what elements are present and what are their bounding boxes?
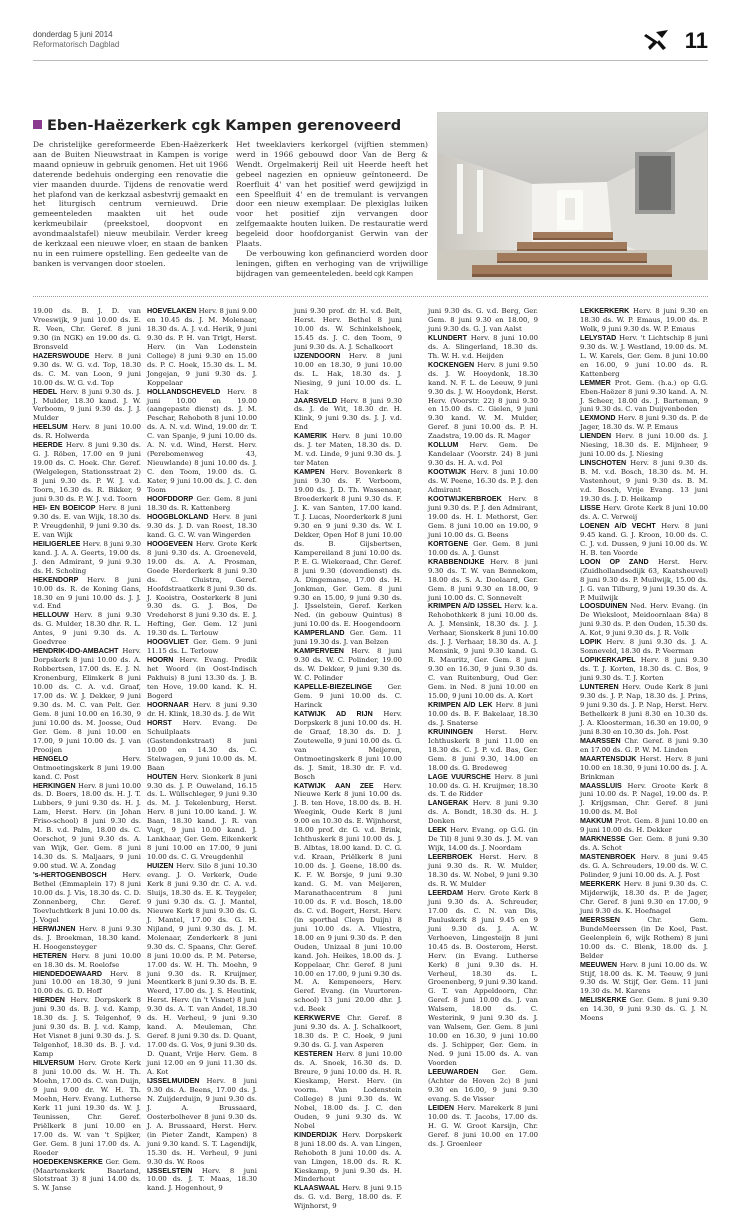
place-name: HEELSUM bbox=[33, 423, 68, 432]
listing-entry bbox=[33, 352, 141, 388]
place-name: KESTEREN bbox=[294, 1050, 333, 1059]
place-name: HEDEL bbox=[33, 387, 58, 396]
place-name: HENGELO bbox=[33, 754, 69, 763]
listing-entry bbox=[428, 1104, 538, 1149]
place-name: HOLLANDSCHEVELD bbox=[147, 387, 221, 396]
service-times: Ger. Gem. 8 juni 9.30 en 14.30, 9 juni 9.30 ds. G. J. N. Moens bbox=[580, 996, 708, 1023]
service-times: Herv. Evang. De Schuilplaats (Gastendonkstraat) 8 juni 10.00 en 14.30 ds. C. Stelwagen, 9 juni 10.00 ds. M. Baan bbox=[147, 718, 257, 772]
service-times: Herv. 8 juni 9.30 dr. H. Klink, 18.30 ds. J. de Wit bbox=[147, 700, 257, 718]
listing-entry bbox=[580, 916, 708, 961]
listing-entry bbox=[33, 952, 141, 970]
place-name: 's-HERTOGENBOSCH bbox=[33, 871, 107, 880]
service-times: Herv. 8 juni 9.30 ds. B. M. v.d. Bosch, 18.30 ds. M. H. Vastenhout, 9 juni 9.30 ds. B. M. v.d. Bosch, Vrije Evang. 13 juni 19.30 ds. J. D. Heikamp bbox=[580, 459, 708, 504]
service-times: Herv. Evang. Predik het Woord (in Oost-Indisch Pakhuis) 8 juni 13.30 ds. J. B. ten Hove, 19.00 kand. K. H. Bogerd bbox=[147, 656, 257, 700]
service-times: Herv. 8 juni 9.30 ds. G. J. Röben, 17.00 en 9 juni 19.00 ds. C. Hoek. Chr. Geref. (Welgelegen, Stationsstraat 2) 8 juni 9.30 ds. P. W. J. v.d. Toorn, 16.30 ds. R. Bikker, 9 juni 9.30 ds. P. W. J. v.d. Toorn bbox=[33, 441, 141, 504]
listing-column-4 bbox=[428, 307, 538, 1149]
service-times: Ger. Gem. 9 juni 11.15 ds. L. Terlouw bbox=[147, 638, 257, 656]
service-times: Herv. 8 juni 10.00 en 19.00 (aangepaste dienst) ds. J. M. Peschar, Rehoboth 8 juni 10.00 ds. A. N. v.d. Wind, 19.00 dr. T. C. van Spanje, 9 juni 10.00 ds. A. N. v.d. Wind, Herst. Herv. (Perebomenweg 43, Nieuwlande) 8 juni 10.00 ds. J. C. den Toom, 19.00 ds. G. Kater, 9 juni 10.00 ds. J. C. den Toom bbox=[147, 387, 257, 495]
listing-entry bbox=[147, 495, 257, 513]
article-paragraph: De christelijke gereformeerde Eben-Haëzerkerk aan de Buiten Nieuwstraat in Kampen is vorige maand opnieuw in gebruik genomen. Het uit 1966 daterende bedehuis onderging een renovatie die vier maanden duurde. Tijdens de renovatie werd het plafond van de kerkzaal asbestvrij gemaakt en het liturgisch centrum vernieuwd. Drie gemeenteleden maakten uit het oude kerkmeubilair (preekstoel, doopvont en avondmaalstafel) nieuw meubilair. Verder kreeg de kerkzaal een nieuwe vloer, en staan de banken nu in een ruimere opstelling. Een gedeelte van de banken is vervangen door stoelen. bbox=[33, 140, 228, 268]
place-name: LIENDEN bbox=[580, 432, 612, 441]
place-name: HERKINGEN bbox=[33, 781, 76, 790]
service-times: Ger. Gem. 9 juni 10.00 ds. C. Harinck bbox=[294, 683, 402, 709]
service-times: Ger. Gem. (Maartenskerk Baarland, Slotstraat 3) 8 juni 14.00 ds. S. W. Janse bbox=[33, 1157, 141, 1193]
place-name: MASTENBROEK bbox=[580, 853, 636, 862]
listing-entry bbox=[428, 773, 538, 800]
listing-entry bbox=[580, 817, 708, 835]
listing-entry bbox=[428, 701, 538, 728]
listing-entry bbox=[580, 737, 708, 755]
listing-entry bbox=[33, 755, 141, 782]
page-number: 11 bbox=[684, 28, 708, 53]
service-times: Herv. 8 juni 10.00 ds. J. ter Maten, 18.30 ds. D. M. v.d. Linde, 9 juni 9.30 ds. J. ter Maten bbox=[294, 432, 402, 468]
listing-entry bbox=[294, 683, 402, 710]
service-times: Ned. Herv. Evang. (in De Wieksloot, Meidoornlaan 84a) 8 juni 9.30 ds. P. den Ouden, 15.30 ds. A. Kot, 9 juni 9.30 ds. J. R. Volk bbox=[580, 602, 708, 638]
service-times: Herv. Ontmoetingskerk 8 juni 19.00 kand. C. Post bbox=[33, 754, 141, 781]
service-times: Herv. 8 juni 9.30 ds. W. G. v.d. Top, 18.30 ds. C. M. van Loon, 9 juni 10.00 ds. W. G. v.d. Top bbox=[33, 351, 141, 387]
service-times: Herst. Herv. Ichthuskerk 8 juni 11.00 en 18.30 ds. C. J. P. v.d. Bas, Ger. Gem. 8 juni 9.30, 14.00 en 18.00 ds. G. Bredeweg bbox=[428, 727, 538, 772]
listing-entry bbox=[294, 782, 402, 1015]
place-name: HOEVELAKEN bbox=[147, 307, 197, 315]
service-times: Herst. Herv. (Zuidhollandsedijk 63, Kaatsheuvel) 8 juni 9.30 ds. P. Muilwijk, 15.00 ds. J. G. van Tilburg, 9 juni 19.30 ds. A. P. Muilwijk bbox=[580, 557, 708, 602]
listing-entry bbox=[294, 1184, 402, 1211]
listing-entry bbox=[147, 656, 257, 701]
listing-entry bbox=[33, 1158, 141, 1194]
listing-entry bbox=[294, 710, 402, 782]
service-times: Herv. 8 juni 9.45 kand. G. J. Kroon, 10.00 ds. C. C. J. v.d. Dussen, 9 juni 10.00 ds. W. H. B. ten Voorde bbox=[580, 521, 708, 557]
place-name: HETEREN bbox=[33, 951, 67, 960]
service-times: Ger. Gem. 11 juni 19.30 ds. J. van Belzen bbox=[294, 629, 402, 647]
service-times: Chr. Gem. BundeMeerssen (in De Koel, Past. Geelenplein 6, wijk Rothem) 8 juni 10.00 ds. C. Blenk, 18.00 ds. J. Belder bbox=[580, 915, 708, 960]
service-times: Ger. Gem. (Achter de Hoven 2c) 8 juni 9.30 en 16.00, 9 juni 9.30 evang. S. de Visser bbox=[428, 1068, 538, 1103]
service-times: Herv. Oude Kerk 8 juni 9.30 ds. J. P. Nap, 18.30 ds. J. Prins, 9 juni 9.30 ds. J. P. Nap, Herst. Herv. Bethelkerk 8 juni 8.30 en 10.30 ds. J. A. Kloosterman, 16.30 en 19.00, 9 juni 8.30 en 10.30 ds. Joh. Post bbox=[580, 683, 708, 736]
place-name: LAGE VUURSCHE bbox=[428, 772, 491, 781]
listing-entry bbox=[580, 638, 708, 656]
listing-entry bbox=[428, 799, 538, 826]
service-times: Herv. Groote Kerk 8 juni 10.00 ds. P. Nagel, 19.00 ds. P. J. Krijgsman, Chr. Geref. 8 juni 10.00 ds. M. Bol bbox=[580, 781, 708, 817]
listing-column-3 bbox=[294, 307, 402, 1211]
place-name: HILVERSUM bbox=[33, 1059, 75, 1068]
service-times: Herv. Dorpskerk 8 juni 18.00 ds. A. van Lingen, Rehoboth 8 juni 10.00 ds. A. van Lingen, 18.00 ds. R. K. Kieskamp, 9 juni 9.30 ds. H. Minderhout bbox=[294, 1130, 402, 1184]
place-name: LEIDEN bbox=[428, 1103, 455, 1112]
listing-entry bbox=[147, 638, 257, 656]
place-name: KAMPERVEEN bbox=[294, 647, 344, 656]
article-column-left bbox=[33, 140, 228, 269]
service-times: Herv. 8 juni 9.30 ds. E. van Wijk, 18.30 ds. P. Vreugdenhil, 9 juni 9.30 ds. E. van Wijk bbox=[33, 503, 141, 539]
service-times: Herv. Dorpskerk 8 juni 10.00 ds. A. Robbertsen, 17.00 ds. E. J. N. Kronenburg, Elimkerk 8 juni 10.00 ds. C. A. v.d. Graaf, 17.00 ds. W. J. Dekker, 9 juni 9.30 ds. M. C. van Pelt. Ger. Gem. 8 juni 10.00 en 16.30, 9 juni 10.00 ds. M. Joosse, Oud Ger. Gem. 8 juni 10.00 en 17.00, 9 juni 10.00 ds. J. van Prooijen bbox=[33, 647, 141, 754]
article-column-right bbox=[236, 140, 428, 280]
place-name: LOENEN A/D VECHT bbox=[580, 521, 656, 530]
place-name: HEILIGERLEE bbox=[33, 539, 81, 548]
service-times: Herv. 8 juni 10.00 ds. R. de Koning Gans, 18.30 en 9 juni 10.00 ds. J. J. v.d. End bbox=[33, 575, 141, 611]
listing-entry bbox=[580, 334, 708, 379]
photo-credit: beeld cgk Kampen bbox=[353, 270, 413, 278]
listing-column-1 bbox=[33, 307, 141, 1193]
paper-name: Reformatorisch Dagblad bbox=[33, 40, 120, 49]
listing-entry bbox=[428, 1068, 538, 1104]
listing-entry bbox=[428, 728, 538, 773]
service-times: Herv. 8 juni 9.00 en 10.45 ds. J. M. Molenaar, 18.30 ds. A. J. v.d. Herik, 9 juni 9.30 ds. P. H. van Trigt, Herst. Herv. (in Van Lodenstein College) 8 juni 9.30 en 15.00 ds. P. C. Hoek, 15.30 ds. L. M. Jongejan, 9 juni 9.30 ds. J. Koppelaar bbox=[147, 307, 257, 387]
place-name: KOOTWIJK bbox=[428, 468, 467, 477]
place-name: HOOGVLIET bbox=[147, 638, 189, 647]
issue-date: donderdag 5 juni 2014 bbox=[33, 30, 113, 39]
place-name: HEERDE bbox=[33, 441, 63, 450]
service-times: Herv. 8 juni 10.00 ds. R. Holwerda bbox=[33, 423, 141, 441]
place-name: JAARSVELD bbox=[294, 396, 337, 405]
article-headline bbox=[33, 117, 433, 135]
masthead bbox=[33, 30, 708, 54]
service-times: Herv. 8 juni 10.00 ds. B. F. Bakelaar, 18.30 ds. J. Snaterse bbox=[428, 700, 538, 727]
service-times: Herv. 8 juni 10.00 en 18.30, 9 juni 10.00 ds. G. D. Hoff bbox=[33, 969, 141, 996]
listing-entry bbox=[33, 925, 141, 952]
place-name: MELISKERKE bbox=[580, 996, 627, 1005]
place-name: MARKNESSE bbox=[580, 835, 626, 844]
service-times: Herv. 8 juni 9.45 ds. G. A. Schreuders, 19.00 ds. W. C. Polinder, 9 juni 10.00 ds. A. J. Post bbox=[580, 853, 708, 880]
service-times: Herv. 8 juni 9.30 ds. P. de Jager, 18.30 ds. W. P. Emaus bbox=[580, 414, 708, 432]
service-times: Herv. 8 juni 9.30 ds. G. Mulder, 18.30 dhr. R. L. Antes, 9 juni 9.30 ds. A. Goedvree bbox=[33, 611, 141, 647]
service-times: 19.00 ds. B. J. D. van Vreeswijk, 9 juni 10.00 ds. E. R. Veen, Chr. Geref. 8 juni 9.30 (in NGK) en 19.00 ds. G. Bronsveld bbox=[33, 307, 141, 351]
listing-entry bbox=[580, 782, 708, 818]
service-times: Herv. Gem. De Kandelaar (Voorstr. 24) 8 juni 9.30 ds. H. A. v.d. Pol bbox=[428, 441, 538, 468]
place-name: HOOFDDORP bbox=[147, 495, 194, 504]
place-name: KATWIJK AD RIJN bbox=[294, 709, 373, 718]
place-name: KINDERDIJK bbox=[294, 1130, 338, 1139]
place-name: LEXMOND bbox=[580, 414, 616, 423]
service-times: Herv. 8 juni 9.30 ds. C. Mijderwijk, 18.30 ds. P. de Jager, Chr. Geref. 8 juni 9.30 en 17.00, 9 juni 9.30 ds. K. Hoefnagel bbox=[580, 880, 708, 915]
listing-entry bbox=[33, 388, 141, 424]
listing-entry bbox=[33, 647, 141, 754]
service-times: Herv. 8 juni 9.30 kand. J. A. A. Geerts, 19.00 ds. J. den Admirant, 9 juni 9.30 ds. H. Scholing bbox=[33, 539, 141, 575]
service-times: juni 9.30 ds. G. v.d. Berg, Ger. Gem. 8 juni 9.30 en 18.00, 9 juni 9.30 ds. G. J. van Aalst bbox=[428, 307, 538, 333]
place-name: HERWIJNEN bbox=[33, 924, 76, 933]
place-name: HOEDEKENSKERKE bbox=[33, 1157, 103, 1166]
service-times: Herv. Evang. op G.G. (in De Til) 8 juni 9.30 ds. J. M. van Wijk, 14.00 ds. J. Noordam bbox=[428, 826, 538, 853]
place-name: LOOSDUINEN bbox=[580, 602, 628, 611]
listing-entry bbox=[580, 307, 708, 334]
place-name: LEKKERKERK bbox=[580, 307, 630, 315]
listing-entry bbox=[294, 1014, 402, 1050]
listing-column-2 bbox=[147, 307, 257, 1193]
listing-entry bbox=[428, 558, 538, 603]
place-name: LUNTEREN bbox=[580, 683, 619, 692]
place-name: HOOGBLOKLAND bbox=[147, 512, 209, 521]
place-name: LINSCHOTEN bbox=[580, 459, 627, 468]
listing-entry bbox=[147, 513, 257, 540]
listing-entry bbox=[580, 522, 708, 558]
listing-entry bbox=[428, 889, 538, 1068]
listing-entry bbox=[580, 432, 708, 459]
service-times: Herv. Nieuwe Kerk 8 juni 10.00 ds. J. B. ten Hove, 18.00 ds. B. H. Weegink, Oude Kerk 8 juni 9.00 en 10.30 ds. E. Wijnhorst, 18.00 prof. dr. G. v.d. Brink, Ichthuskerk 8 juni 10.00 ds. J. B. Albtas, 18.00 kand. D. C. G. v.d. Kraan, Priëlkerk 8 juni 10.00 ds. J. Geene, 18.00 ds. K. F. W. Borsje, 9 juni 9.30 kand. G. M. van Meijeren, Maranathacentrum 8 juni 10.00 ds. F. v.d. Bosch, 18.00 ds. C. v.d. Bogert, Herst. Herv. (in sporthal Cleyn Duijn) 8 juni 10.00 ds. A. Vliestra, 18.00 en 9 juni 9.30 ds. P. den Ouden, Unizaal 8 juni 10.00 kand. Joh. Heikes, 18.00 ds. J. Koppelaar, Chr. Geref. 8 juni 10.00 en 17.00, 9 juni 9.30 ds. M. A. Kempeneers, Herv. Geref. Evang. (in Vuurtoren-school) 13 juni 20.00 dhr. J. v.d. Beek bbox=[294, 781, 403, 1014]
service-times: Herv. k.a. Rehobothkerk 8 juni 10.00 ds. A. J. Mensink, 18.30 ds. J. J. Verhaar, Sionskerk 8 juni 10.00 ds. J. J. Verhaar, 18.30 ds. A. J. Mensink, 9 juni 9.30 kand. G. R. Mauritz, Ger. Gem. 8 juni 9.30 en 16.30, 9 juni 9.30 ds. C. van Ruitenburg, Oud Ger. Gem. in Ned. 8 juni 10.00 en 15.00, 9 juni 10.00 ds. A. Kort bbox=[428, 602, 538, 700]
service-times: Herst. Herv. 8 juni 9.30 ds. R. W. Mulder, 18.30 ds. W. Nobel, 9 juni 9.30 ds. R. W. Mulder bbox=[428, 853, 538, 888]
service-times: Herv. 8 juni 10.00 ds. G. H. Kruijmer, 18.30 ds. T. de Ridder bbox=[428, 772, 538, 799]
listing-entry bbox=[294, 432, 402, 468]
service-times: Herv. Marekerk 8 juni 10.00 ds. T. Jacobs, 17.00 ds. H. G. W. Groot Karsijn, Chr. Geref. 8 juni 10.00 en 17.00 ds. J. Groenleer bbox=[428, 1103, 538, 1148]
listing-entry bbox=[428, 826, 538, 853]
section-square-icon bbox=[33, 120, 42, 129]
service-times: Herv. Silo 8 juni 10.30 evang. J. O. Verkerk, Oude Kerk 8 juni 9.30 dr. C. A. v.d. Sluijs, 18.30 ds. E. K. Teygeler, 9 juni 9.30 ds. G. J. Mantel, Nieuwe Kerk 8 juni 9.30 ds. G. J. Mantel, 17.00 ds. G. H. Nijland, 9 juni 9.30 ds. J. M. Molenaar, Zenderkerk 8 juni 9.30 ds. C. Spaans, Chr. Geref. 8 juni 10.00 ds. P. M. Peterse, 17.00 ds. W. H. Th. Moehn, 9 juni 9.30 ds. R. Kruijmer, Meentkerk 8 juni 9.30 ds. B. E. Weerd, 17.00 ds. J. S. Heutink, Herst. Herv. (in 't Visnet) 8 juni 9.30 ds. A. T. van Andel, 18.30 ds. H. Verheul, 9 juni 9.30 kand. A. Meuleman, Chr. Geref. 8 juni 9.30 ds. D. Quant, 17.00 ds. G. Vos, 9 juni 9.30 ds. D. Quant, Vrije Herv. Gem. 8 juni 12.00 en 9 juni 11.30 ds. A. Kot bbox=[147, 862, 257, 1077]
place-name: HIERDEN bbox=[33, 996, 65, 1005]
place-name: HOOGEVEEN bbox=[147, 539, 193, 548]
listing-entry bbox=[294, 397, 402, 433]
place-name: MEERKERK bbox=[580, 880, 621, 888]
place-name: LANGERAK bbox=[428, 799, 469, 808]
service-times: Herv. Bethel (Emmaplein 17) 8 juni 10.00 ds. J. Vis, 18.30 ds. C. D. Zonnenberg, Chr. Geref. Toevluchtkerk 8 juni 10.00 ds. J. Vogel bbox=[33, 871, 141, 924]
service-times: Herv. 8 juni 9.30 ds. A. Bondt, 18.30 ds. H. J. Donken bbox=[428, 799, 538, 826]
place-name: KORTGENE bbox=[428, 539, 469, 548]
place-name: KRIMPEN A/D LEK bbox=[428, 700, 493, 709]
listing-entry bbox=[33, 423, 141, 441]
place-name: HOORNAAR bbox=[147, 700, 189, 709]
listing-entry bbox=[33, 540, 141, 576]
place-name: HELLOUW bbox=[33, 611, 69, 620]
listing-entry bbox=[428, 441, 538, 468]
listing-entry bbox=[33, 996, 141, 1059]
place-name: LEEK bbox=[428, 826, 447, 835]
place-name: KLUNDERT bbox=[428, 333, 468, 342]
place-name: HIENDEDOEWAARD bbox=[33, 969, 102, 978]
listing-entry bbox=[147, 388, 257, 495]
place-name: KAMPEN bbox=[294, 468, 325, 477]
listing-entry bbox=[294, 307, 402, 352]
place-name: KOOTWIJKERBROEK bbox=[428, 495, 502, 504]
service-times: Herv. Grote Kerk 8 juni 9.30 ds. A. Schreuder, 17.00 ds. C. N. van Dis, Pauluskerk 8 juni 9.45 en 9 juni 9.30 ds. J. A. W. Verhoeven, Lingesteijn 8 juni 10.45 ds. B. Oosterom, Herst. Herv. (in Evang. Lutherse Kerk) 8 juni 9.30 ds. H. Verheul, 18.30 ds. L. Groenenberg, 9 juni 9.30 kand. G. T. van Appeldoorn, Chr. Geref. 8 juni 10.00 ds. J. van Walsem, 18.00 ds. C. Westerink, 9 juni 9.30 ds. J. van Walsem, Ger. Gem. 8 juni 10.00 en 16.30, 9 juni 10.00 ds. J. Schipper, Ger. Gem. in Ned. 9 juni 15.00 ds. A. van Voorden bbox=[428, 888, 538, 1068]
place-name: LOPIKERKAPEL bbox=[580, 656, 636, 665]
listing-entry bbox=[428, 540, 538, 558]
place-name: IJZENDOORN bbox=[294, 351, 341, 360]
service-times: Herst. Herv. 8 juni 10.00 en 18.30, 9 juni 10.00 ds. J. A. Brinkman bbox=[580, 754, 708, 781]
listing-entry bbox=[580, 558, 708, 603]
place-name: MEEUWEN bbox=[580, 960, 618, 969]
place-name: LEERBROEK bbox=[428, 853, 473, 862]
service-times: Herv. 't Lichtschip 8 juni 9.30 ds. W. J. Westland, 19.00 ds. M. L. W. Karels, Ger. Gem. 8 juni 10.00 en 16.00, 9 juni 10.00 ds. R. Kattenberg bbox=[580, 333, 708, 378]
listing-entry bbox=[147, 773, 257, 863]
listing-entry bbox=[580, 683, 708, 737]
service-times: Ger. Gem. 8 juni 10.00 ds. A. J. Gunst bbox=[428, 539, 538, 557]
listing-entry bbox=[580, 656, 708, 683]
service-times: Herv. 8 juni 10.00 en 18.30, 9 juni 10.00 ds. L. Hak, 18.30 ds. J. Niesing, 9 juni 10.00 ds. L. Hak bbox=[294, 351, 402, 396]
listing-entry bbox=[147, 1077, 257, 1167]
service-times: Herv. 8 juni 10.00 ds. D. Boers, 18.00 ds. H. J. T. Lubbers, 9 juni 9.30 ds. H. J. Lam, Herst. Herv. (in Johan Friso-school) 8 juni 9.30 ds. M. B. v.d. Palm, 18.00 ds. C. Oorschot, 9 juni 9.30 ds. A. van Wijk, Ger. Gem. 8 juni 14.30 ds. S. Maljaars, 9 juni 9.00 stud. W. A. Zondag bbox=[33, 781, 141, 871]
listing-entry bbox=[294, 1131, 402, 1185]
place-name: HEKENDORP bbox=[33, 575, 79, 584]
service-times: Herv. 8 juni 10.00 ds. A. Slingerland, 18.30 ds. Th. W. H. v.d. Heijden bbox=[428, 333, 538, 360]
place-name: LEERDAM bbox=[428, 888, 464, 897]
place-name: MAKKUM bbox=[580, 817, 613, 826]
listing-column-5 bbox=[580, 307, 708, 1023]
listing-entry bbox=[294, 647, 402, 683]
service-times: Herv. Dorpskerk 8 juni 9.30 ds. B. J. v.d. Kamp, 18.30 ds. J. S. Telgenhof, 9 juni 9.30 ds. B. J. v.d. Kamp, Het Visnet 8 juni 9.30 ds. J. S. Telgenhof, 18.30 ds. B. J. v.d. Kamp bbox=[33, 996, 141, 1059]
place-name: KOLLUM bbox=[428, 441, 459, 450]
place-name: MAARSSEN bbox=[580, 736, 621, 745]
listing-entry bbox=[428, 602, 538, 700]
service-times: Herv. Grote Kerk 8 juni 9.30 ds. A. Groeneveld, 19.00 ds. A. A. Prosman, Goede Herderkerk 8 juni 9.30 ds. C. Cluistra, Geref. Hoofdstraatkerk 8 juni 9.30 ds. J. Kooistra, Oosterkerk 8 juni 9.30 ds. G. J. Bos, De Vredehorst 8 juni 9.30 ds. E. J. Hefting, Ger. Gem. 12 juni 19.30 ds. L. Terlouw bbox=[147, 539, 257, 638]
listing-entry bbox=[147, 1167, 257, 1194]
service-times: Herv. Bovenkerk 8 juni 9.30 ds. F. Verboom, 19.00 ds. J. D. Th. Wassenaar, Broederkerk 8 juni 9.30 ds. F. J. K. van Santen, 17.00 kand. T. J. Lucas, Noorderkerk 8 juni 9.30 en 9 juni 9.30 ds. W. I. Dekker, Open Hof 8 juni 10.00 ds. B. Gijsbertsen, Kampereiland 8 juni 10.00 ds. P. E. G. Wiekeraad, Chr. Geref. 8 juni 9.30 (dovendienst) ds. A. Dingemanse, 17.00 ds. H. Jonkman, Ger. Gem. 8 juni 9.30 en 15.00, 9 juni 9.30 ds. J. IJsselstein, Geref. Kerken Ned. (in gebouw Quintus) 8 juni 10.00 ds. E. Hoogendoorn bbox=[294, 468, 402, 629]
service-times: Herv. 8 juni 10.00 ds. W. Stijf, 18.00 ds. K. M. Teeuw, 9 juni 9.30 ds. W. Stijf, Ger. Gem. 11 juni 19.30 ds. M. Karens bbox=[580, 960, 708, 996]
service-times: Herv. 8 juni 9.30 ds. J. Broekman, 18.30 kand. H. Hoogensteyger bbox=[33, 924, 141, 951]
section-divider bbox=[33, 296, 708, 297]
service-times: Herv. 8 juni 10.00 ds. W. Peene, 16.30 ds. P. J. den Admirant bbox=[428, 468, 538, 495]
listing-entry bbox=[580, 379, 708, 415]
listing-entry bbox=[428, 468, 538, 495]
place-name: KOCKENGEN bbox=[428, 360, 475, 369]
place-name: LEEUWARDEN bbox=[428, 1068, 479, 1077]
listing-entry bbox=[428, 853, 538, 889]
place-name: HUIZEN bbox=[147, 862, 174, 871]
service-times: Herv. 8 juni 10.00 ds. J. Niesing, 18.30 ds. E. Mijnheer, 9 juni 10.00 ds. J. Niesing bbox=[580, 432, 708, 459]
listing-entry bbox=[428, 495, 538, 540]
service-times: Herv. 8 juni 9.15 ds. G. v.d. Berg, 18.00 ds. F. Wijnhorst, 9 bbox=[294, 1184, 402, 1211]
listing-entry bbox=[33, 504, 141, 540]
listing-entry bbox=[580, 853, 708, 880]
place-name: KATWIJK AAN ZEE bbox=[294, 781, 374, 790]
place-name: HORST bbox=[147, 718, 172, 727]
listing-entry bbox=[33, 576, 141, 612]
place-name: MEERSSEN bbox=[580, 915, 620, 924]
service-times: juni 9.30 prof. dr. H. v.d. Belt, Herst. Herv. Bethel 8 juni 10.00 ds. W. Schinkelshoek, 15.45 ds. J. C. den Toom, 9 juni 9.30 ds. A. J. Schalkoort bbox=[294, 307, 402, 351]
service-times: Ger. Gem. 8 juni 18.30 ds. R. Kattenberg bbox=[147, 495, 257, 512]
listing-entry bbox=[428, 361, 538, 442]
listing-entry bbox=[147, 540, 257, 638]
service-times: Herv. 8 juni 9.30 ds. J. J. Mulder, 18.30 kand. J. W. Verboom, 9 juni 9.30 ds. J. J. Mulder bbox=[33, 387, 141, 423]
listing-entry bbox=[294, 468, 402, 629]
headline-text: Eben-Haëzerkerk cgk Kampen gerenoveerd bbox=[47, 118, 402, 134]
place-name: KLAASWAAL bbox=[294, 1184, 340, 1193]
listing-entry bbox=[147, 862, 257, 1077]
place-name: MAARTENSDIJK bbox=[580, 754, 637, 763]
service-times: Herv. 8 juni 9.30 ds. A. Beens, 17.00 ds. J. N. Zuijderduijn, 9 juni 9.30 ds. J. A. Brussaard, Oosterbolhever 8 juni 9.30 ds. J. A. Brussaard, Herst. Herv. (in Pieter Zandt, Kampen) 8 juni 9.30 kand. S. T. Lagendijk, 15.30 ds. H. Verheul, 9 juni 9.30 ds. W. Roos bbox=[147, 1076, 257, 1166]
listing-entry bbox=[147, 719, 257, 773]
place-name: KRUININGEN bbox=[428, 727, 473, 736]
rd-logo-icon bbox=[644, 30, 670, 52]
place-name: IJSSELSTEIN bbox=[147, 1166, 193, 1175]
service-times: Herv. 8 juni 10.00 en 18.30 ds. M. Roelofse bbox=[33, 951, 141, 969]
service-times: Herv. Dorpskerk 8 juni 10.00 ds. H. de Graaf, 18.30 ds. D. J. Zoutewelle, 9 juni 10.00 ds. G. van Meijeren, Ontmoetingskerk 8 juni 10.00 ds. J. Smit, 18.30 dr. F. v.d. Bosch bbox=[294, 709, 402, 781]
place-name: KAPELLE-BIEZELINGE bbox=[294, 683, 373, 692]
service-times: Herv. Grote Kerk 8 juni 10.00 ds. W. H. Th. Moehn, 17.00 ds. C. van Duijn, 9 juni 9.00 dr. W. H. Th. Moehn, Herv. Evang. Lutherse Kerk 11 juni 19.30 ds. W. J. Teunissen, Chr. Geref. Priëlkerk 8 juni 10.00 en 17.00 ds. W. van 't Spijker, Ger. Gem. 8 juni 17.00 ds. A. Roeder bbox=[33, 1059, 141, 1157]
place-name: KAMERIK bbox=[294, 432, 328, 441]
service-times: Herv. 8 juni 9.30 ds. W. C. Polinder, 19.00 ds. W. Dekker, 9 juni 9.30 ds. W. C. Polinder bbox=[294, 647, 402, 683]
place-name: HOUTEN bbox=[147, 772, 177, 781]
listing-entry bbox=[33, 1059, 141, 1157]
listing-entry bbox=[33, 307, 141, 352]
listing-entry bbox=[33, 611, 141, 647]
service-times: Chr. Geref. 8 juni 9.30 en 17.00 ds. G. P. W. M. Linden bbox=[580, 736, 708, 754]
article-paragraph: De verbouwing kon gefinancierd worden door leningen, giften en verhoging van de vrijwillige bijdragen van gemeenteleden. beeld cgk Kampen bbox=[236, 248, 428, 278]
place-name: LOPIK bbox=[580, 638, 602, 647]
place-name: KERKWERVE bbox=[294, 1014, 340, 1023]
service-times: Prot. Gem. 8 juni 10.00 en 9 juni 10.00 ds. H. Dekker bbox=[580, 817, 708, 835]
listing-entry bbox=[294, 1050, 402, 1131]
listing-entry bbox=[33, 782, 141, 872]
service-times: Herv. Grote Kerk 8 juni 10.00 ds. A. C. Verweij bbox=[580, 503, 708, 521]
header-rule bbox=[33, 60, 708, 61]
service-times: Herv. 8 juni 9.30 ds. J. D. van Roest, 18.30 kand. G. C. W. van Wingerden bbox=[147, 512, 257, 539]
service-times: Chr. Geref. 8 juni 9.30 ds. A. J. Schalkoort, 18.30 ds. P. C. Hoek, 9 juni 9.30 ds. G. J. van Asperen bbox=[294, 1014, 402, 1050]
service-times: Herv. 8 juni 9.30 ds. T. W. van Bennekom, 18.00 ds. S. A. Doolaard, Ger. Gem. 8 juni 9.30 en 18.00, 9 juni 10.00 ds. C. Sonnevelt bbox=[428, 557, 538, 602]
place-name: LOON OP ZAND bbox=[580, 557, 649, 566]
listing-entry bbox=[580, 996, 708, 1023]
place-name: LEMMER bbox=[580, 378, 611, 387]
service-times: Herv. 8 juni 10.00 ds. J. T. Maas, 18.30 kand. J. Hogenhout, 9 bbox=[147, 1166, 257, 1193]
church-interior-photo bbox=[437, 112, 708, 280]
listing-entry bbox=[428, 334, 538, 361]
service-times: Prot. Gem. (h.a.) op G.G. Eben-Haëzer 8 juni 9.30 kand. A. N. J. Scheer, 18.00 ds. J. Barteman, 9 juni 9.30 ds. C. van Duijvenboden bbox=[580, 378, 708, 414]
listing-entry bbox=[580, 602, 708, 638]
service-times: Herv. 8 juni 9.30 ds. P. J. den Admirant, 19.00 ds. H. I. Methorst, Ger. Gem. 8 juni 10.00 en 19.00, 9 juni 10.00 ds. G. Beens bbox=[428, 495, 538, 539]
place-name: HAZERSWOUDE bbox=[33, 351, 90, 360]
listing-entry bbox=[580, 835, 708, 853]
listing-entry bbox=[294, 629, 402, 647]
service-times: Herv. 8 juni 9.30 ds. J. de Wit, 18.30 dr. H. Klink, 9 juni 9.30 ds. J. J. v.d. End bbox=[294, 396, 402, 432]
place-name: LELYSTAD bbox=[580, 333, 617, 342]
place-name: KRIMPEN A/D IJSSEL bbox=[428, 602, 502, 611]
listing-entry bbox=[580, 504, 708, 522]
listing-entry bbox=[147, 701, 257, 719]
listing-entry bbox=[33, 871, 141, 925]
service-times: Herv. 8 juni 9.30 en 18.30 ds. W. P. Emaus, 19.00 ds. P. Wolk, 9 juni 9.30 ds. W. P. Emaus bbox=[580, 307, 708, 333]
service-times: Herv. 8 juni 9.30 ds. J. A. Sonneveld, 18.30 ds. P. Veerman bbox=[580, 638, 708, 656]
listing-entry bbox=[428, 307, 538, 334]
listing-entry bbox=[580, 880, 708, 916]
place-name: LISSE bbox=[580, 503, 601, 512]
place-name: HENDRIK-IDO-AMBACHT bbox=[33, 647, 119, 656]
service-times: Herv. 8 juni 10.00 ds. A. Snoek, 16.30 ds. D. Breure, 9 juni 10.00 ds. H. R. Kieskamp, Herst. Herv. (in voorm. Van Lodenstein College) 8 juni 9.30 ds. W. Nobel, 18.00 ds. J. C. den Ouden, 9 juni 9.30 ds. W. Nobel bbox=[294, 1050, 402, 1130]
listing-entry bbox=[33, 441, 141, 504]
listing-entry bbox=[580, 755, 708, 782]
place-name: HEI- EN BOEICOP bbox=[33, 503, 96, 512]
article-paragraph: Het tweeklaviers kerkorgel (vijftien stemmen) werd in 1966 gebouwd door Van de Berg & Wendt. Orgelmakerij Reil uit Heerde heeft het gebeel nagezien en opnieuw geïntoneerd. De Roerfluit 4' van het positief werd gewijzigd in een Speelfluit 4' en de tremulant is vervangen door een nieuw exemplaar. De plexiglas luiken voor het positief zijn vervangen door zelfgemaakte houten luiken. De restauratie werd begeleid door hoofdorganist Gerwin van der Plaats. bbox=[236, 140, 428, 249]
place-name: IJSSELMUIDEN bbox=[147, 1076, 200, 1085]
listing-entry bbox=[580, 414, 708, 432]
place-name: MAASSLUIS bbox=[580, 781, 622, 790]
service-times: Herv. Sionkerk 8 juni 9.30 ds. J. P. Ouweland, 16.15 ds. L. Wüllschleger, 9 juni 9.30 ds. M. J. Tekelenburg, Herst. Herv. 8 juni 10.00 kand. J. W. Baan, 18.30 kand. J. R. van Vugt, 9 juni 10.00 kand. J. Lankhaar, Ger. Gem. Eikenkerk 8 juni 10.00 en 17.00, 9 juni 10.00 ds. C. G. Vreugdenhil bbox=[147, 772, 257, 862]
listing-entry bbox=[33, 970, 141, 997]
service-times: Herv. 8 juni 9.30 ds. T. J. Korten, 18.30 ds. C. Bos, 9 juni 9.30 ds. T. J. Korten bbox=[580, 656, 708, 683]
place-name: HOORN bbox=[147, 656, 174, 665]
place-name: KRABBENDIJKE bbox=[428, 557, 485, 566]
listing-entry bbox=[294, 352, 402, 397]
service-times: Ger. Gem. 8 juni 9.30 ds. A. Schot bbox=[580, 835, 708, 853]
place-name: KAMPERLAND bbox=[294, 629, 345, 638]
listing-entry bbox=[580, 459, 708, 504]
service-times: Herv. 8 juni 9.50 ds. J. W. Hooydonk, 18.30 kand. N. F. L. de Leeuw, 9 juni 9.30 ds. J. W. Hooydonk, Herst. Herv. (Voorstr. 22) 8 juni 9.30 en 15.00 ds. C. Gielen, 9 juni 9.30 kand. W. M. Mulder, Geref. 8 juni 10.00 ds. P. H. Zaadstra, 19.00 ds. R. Mager bbox=[428, 360, 538, 441]
listing-entry bbox=[580, 961, 708, 997]
listing-entry bbox=[147, 307, 257, 388]
